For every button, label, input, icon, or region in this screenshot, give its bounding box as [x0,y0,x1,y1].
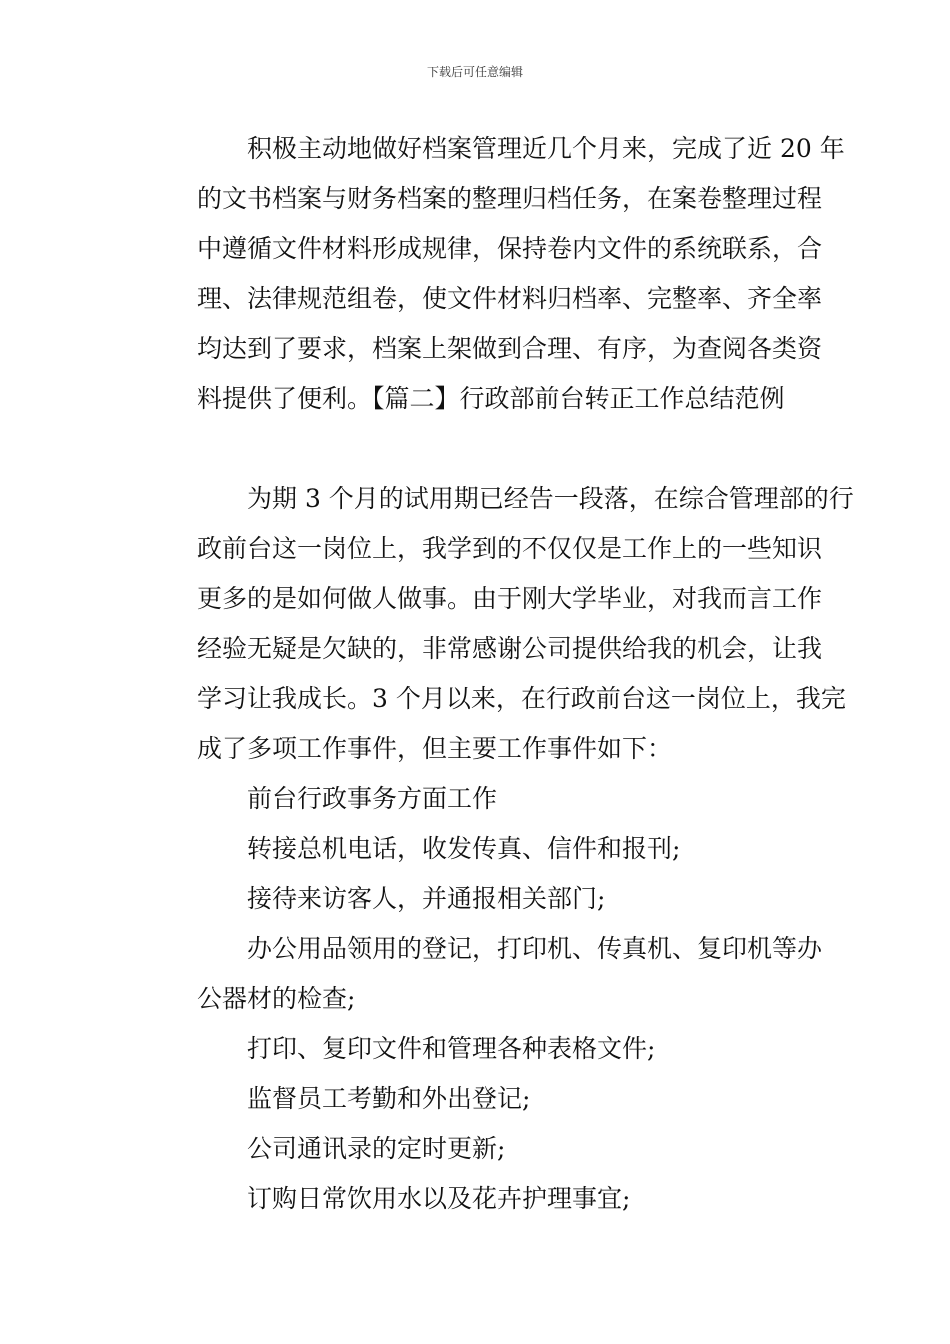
text-line: 经验无疑是欠缺的，非常感谢公司提供给我的机会，让我 [197,634,823,663]
text-line: 学习让我成长。3 个月以来，在行政前台这一岗位上，我完 [197,684,846,713]
text-line: 积极主动地做好档案管理近几个月来，完成了近 20 年 [247,134,845,163]
text-line: 政前台这一岗位上，我学到的不仅仅是工作上的一些知识 [197,534,823,563]
paragraph-probation-summary [147,474,854,774]
list-item-office-supplies [147,924,823,1024]
list-item-attendance [147,1074,817,1124]
text-line: 的文书档案与财务档案的整理归档任务，在案卷整理过程 [197,184,823,213]
document-body [147,124,854,1224]
text-line: 成了多项工作事件，但主要工作事件如下： [197,734,673,763]
text-line: 中遵循文件材料形成规律，保持卷内文件的系统联系，合 [197,234,823,263]
list-item-visitors [147,874,817,924]
list-item-printing [147,1024,817,1074]
page-header: 下载后可任意编辑 [426,65,523,79]
text-line: 办公用品领用的登记，打印机、传真机、复印机等办 [247,934,823,963]
text-line: 打印、复印文件和管理各种表格文件; [247,1034,656,1063]
list-item-water-plants [147,1174,817,1224]
text-line: 转接总机电话，收发传真、信件和报刊; [247,834,681,863]
list-item-phone-fax [147,824,817,874]
text-line: 监督员工考勤和外出登记; [247,1084,531,1113]
text-line: 为期 3 个月的试用期已经告一段落，在综合管理部的行 [247,484,854,513]
text-line: 料提供了便利。【篇二】行政部前台转正工作总结范例 [197,384,785,413]
list-item-front-desk-duties [147,774,817,824]
text-line: 理、法律规范组卷，使文件材料归档率、完整率、齐全率 [197,284,823,313]
text-line: 更多的是如何做人做事。由于刚大学毕业，对我而言工作 [197,584,823,613]
text-line: 均达到了要求，档案上架做到合理、有序，为查阅各类资 [197,334,823,363]
text-line: 前台行政事务方面工作 [247,784,498,813]
text-line: 公器材的检查; [197,984,356,1013]
text-line: 订购日常饮用水以及花卉护理事宜; [247,1184,631,1213]
text-line: 接待来访客人，并通报相关部门; [247,884,606,913]
list-item-directory [147,1124,817,1174]
text-line: 公司通讯录的定时更新; [247,1134,506,1163]
paragraph-archive-management [147,124,845,424]
